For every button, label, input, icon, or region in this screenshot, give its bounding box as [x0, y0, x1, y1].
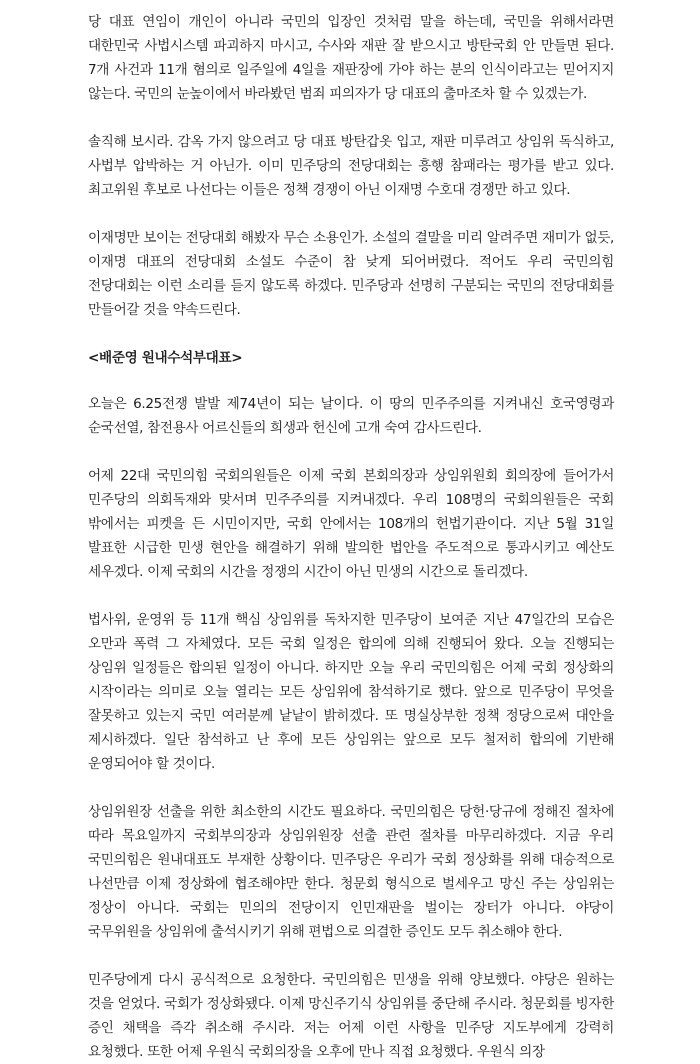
paragraph-assembly-return: 어제 22대 국민의힘 국회의원들은 이제 국회 본회의장과 상임위원회 회의장에 들어가서 민주당의 의회독재와 맞서며 민주주의를 지켜내겠다. 우리 108명의 국회의원들은 국회 밖에서는 피켓을 든 시민이지만, 국회 안에서는 108개의 헌법기관이다. 지난 5월 31일 발표한 시급한 민생 현안을 해결하기 위해 발의한 법안을 주도적으로 통과시키고 예산도 세우겠다. 이제 국회의 시간을 정쟁의 시간이 아닌 민생의 시간으로 돌리겠다. — [88, 468, 614, 580]
paragraph-korean-war-anniversary: 오늘은 6.25전쟁 발발 제74년이 되는 날이다. 이 땅의 민주주의를 지켜내신 호국영령과 순국선열, 참전용사 어르신들의 희생과 헌신에 고개 숙여 감사드린다. — [88, 396, 614, 436]
section-heading-speaker: <배준영 원내수석부대표> — [88, 350, 243, 366]
paragraph-convention-novel: 이재명만 보이는 전당대회 해봤자 무슨 소용인가. 소설의 결말을 미리 알려주면 재미가 없듯, 이재명 대표의 전당대회 소설도 수준이 참 낮게 되어버렸다. 적어도 우리 국민의힘 전당대회는 이런 소리를 듣지 않도록 하겠다. 민주당과 선명히 구분되는 국민의 전당대회를 만들어갈 것을 약속드린다. — [88, 230, 614, 318]
paragraph-chair-election-time: 상임위원장 선출을 위한 최소한의 시간도 필요하다. 국민의힘은 당헌·당규에 정해진 절차에 따라 목요일까지 국회부의장과 상임위원장 선출 관련 절차를 마무리하겠다. 지금 우리 국민의힘은 원내대표도 부재한 상황이다. 민주당은 우리가 국회 정상화를 위해 대승적으로 나선만큼 이제 정상화에 협조해야만 한다. 청문회 형식으로 벌세우고 망신 주는 상임위는 정상이 아니다. 국회는 민의의 전당이지 인민재판을 벌이는 장터가 아니다. 야당이 국무위원을 상임위에 출석시키기 위해 편법으로 의결한 증인도 모두 취소해야 한다. — [88, 804, 614, 940]
paragraph-official-request: 민주당에게 다시 공식적으로 요청한다. 국민의힘은 민생을 위해 양보했다. 야당은 원하는 것을 얻었다. 국회가 정상화됐다. 이제 망신주기식 상임위를 중단해 주시라. 청문회를 빙자한 증인 채택을 즉각 취소해 주시라. 저는 어제 이런 사항을 민주당 지도부에게 강력히 요청했다. 또한 어제 우원식 국회의장을 오후에 만나 직접 요청했다. 우원식 의장 — [88, 972, 614, 1060]
paragraph-party-leader-reelection: 당 대표 연임이 개인이 아니라 국민의 입장인 것처럼 말을 하는데, 국민을 위해서라면 대한민국 사법시스템 파괴하지 마시고, 수사와 재판 잘 받으시고 방탄국회 안 만들면 된다. 7개 사건과 11개 혐의로 일주일에 4일을 재판장에 가야 하는 분의 인식이라고는 믿어지지 않는다. 국민의 눈높이에서 바라봤던 범죄 피의자가 당 대표의 출마조차 할 수 있겠는가. — [88, 14, 614, 102]
paragraph-committee-monopoly: 법사위, 운영위 등 11개 핵심 상임위를 독차지한 민주당이 보여준 지난 47일간의 모습은 오만과 폭력 그 자체였다. 모든 국회 일정은 합의에 의해 진행되어 왔다. 오늘 진행되는 상임위 일정들은 합의된 일정이 아니다. 하지만 오늘 우리 국민의힘은 어제 국회 정상화의 시작이라는 의미로 오늘 열리는 모든 상임위에 참석하기로 했다. 앞으로 민주당이 무엇을 잘못하고 있는지 국민 여러분께 낱낱이 밝히겠다. 또 명실상부한 정책 정당으로써 대안을 제시하겠다. 일단 참석하고 난 후에 모든 상임위는 앞으로 모두 철저히 합의에 기반해 운영되어야 할 것이다. — [88, 612, 614, 772]
paragraph-be-honest: 솔직해 보시라. 감옥 가지 않으려고 당 대표 방탄갑옷 입고, 재판 미루려고 상임위 독식하고, 사법부 압박하는 거 아닌가. 이미 민주당의 전당대회는 흥행 참패라는 평가를 받고 있다. 최고위원 후보로 나선다는 이들은 정책 경쟁이 아닌 이재명 수호대 경쟁만 하고 있다. — [88, 134, 614, 198]
